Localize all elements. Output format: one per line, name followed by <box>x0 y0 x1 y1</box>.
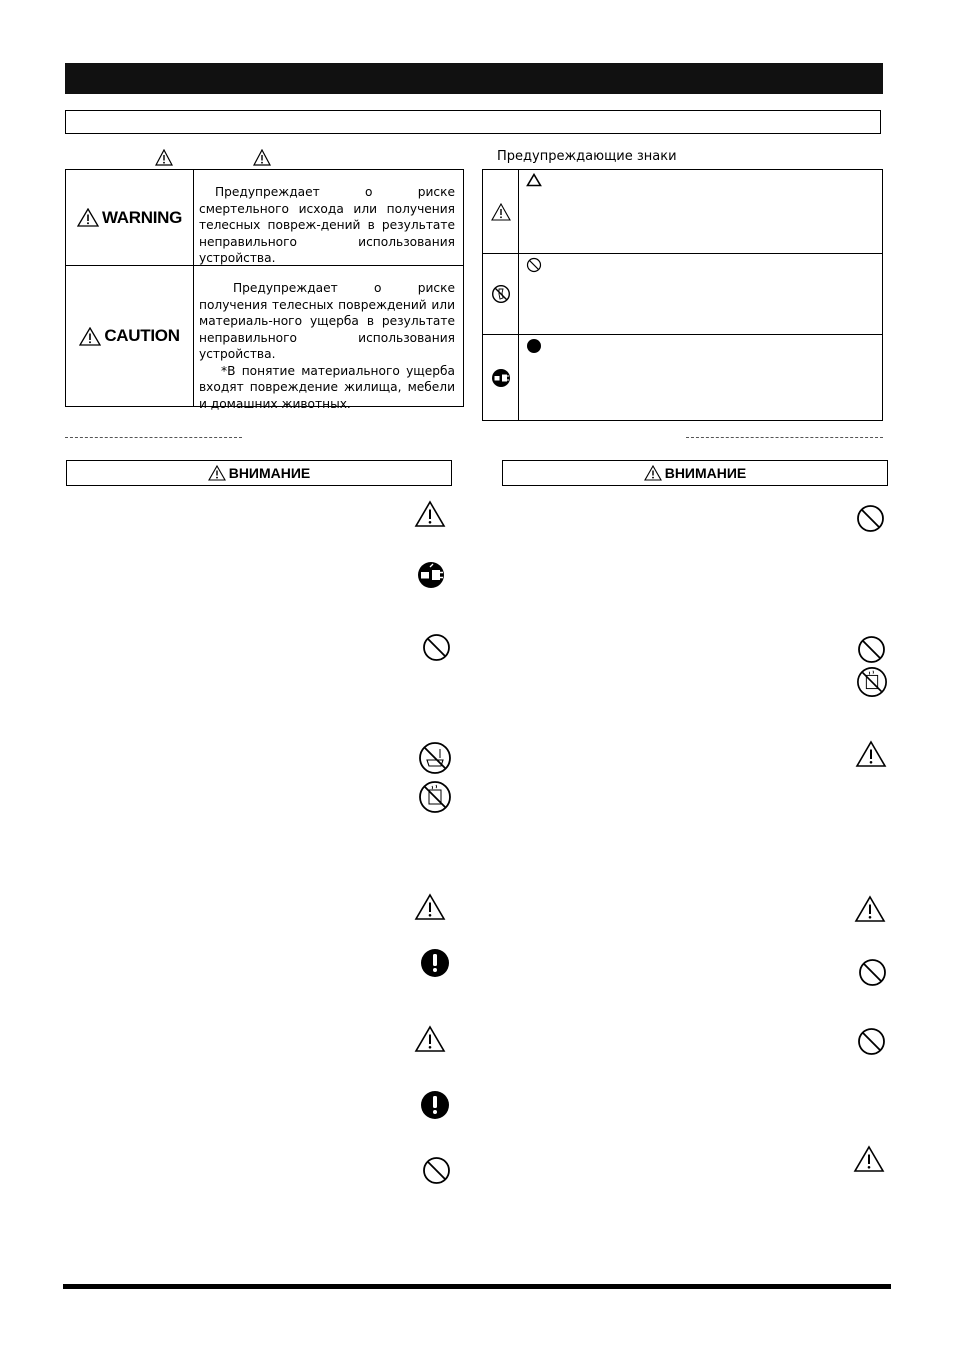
prohibited-icon <box>526 257 542 273</box>
warning-row <box>66 170 463 266</box>
warning-triangle-icon <box>155 149 173 166</box>
prohibited-icon <box>856 504 885 533</box>
prohibited-icon <box>857 1027 886 1056</box>
unplug-icon <box>417 561 445 589</box>
warning-triangle-icon <box>208 465 226 481</box>
warning-triangle-icon <box>253 149 271 166</box>
right-caution-header: ВНИМАНИЕ <box>502 460 888 486</box>
dashed-divider-right <box>686 437 883 438</box>
warning-triangle-icon <box>77 208 99 227</box>
mandatory-icon <box>420 1090 450 1120</box>
warning-triangle-icon <box>414 893 446 921</box>
subtitle-box <box>65 110 881 134</box>
warning-triangle-icon <box>414 1025 446 1053</box>
filled-circle-icon <box>526 338 542 354</box>
bottom-rule <box>63 1284 891 1289</box>
no-disassemble-icon <box>491 284 511 304</box>
warning-triangle-icon <box>414 500 446 528</box>
mandatory-icon <box>420 948 450 978</box>
warning-triangle-icon <box>853 1145 885 1173</box>
warning-triangle-icon <box>854 895 886 923</box>
dashed-divider-left <box>65 437 242 438</box>
warning-triangle-icon <box>79 327 101 346</box>
caution-row <box>66 266 463 411</box>
left-caution-header: ВНИМАНИЕ <box>66 460 452 486</box>
prohibited-icon <box>422 633 451 662</box>
prohibited-icon <box>857 635 886 664</box>
caution-description: Предупреждает о риске получения телесных повреждений или материаль-ного ущерба в результате неправильного использования устройства. *В понятие материального ущерба входят повреждение жилища, мебели и домашних животных. <box>199 281 455 411</box>
warning-caution-table <box>65 169 464 411</box>
warning-triangle-icon <box>855 740 887 768</box>
warning-triangle-icon <box>491 203 511 221</box>
no-bathroom-icon <box>418 741 452 775</box>
warning-label: WARNING <box>66 170 194 265</box>
unplug-icon <box>491 368 511 388</box>
prohibited-icon <box>422 1156 451 1185</box>
signs-title: Предупреждающие знаки <box>497 149 677 164</box>
caution-label: CAUTION <box>66 266 194 406</box>
signs-table <box>482 169 883 421</box>
sign-row-warning <box>483 170 882 254</box>
prohibited-icon <box>858 958 887 987</box>
no-water-icon <box>856 666 888 698</box>
warning-description: Предупреждает о риске смертельного исхода или получения телесных повреж-дений в результате неправильного использования устройства. <box>199 185 455 265</box>
sign-row-prohibited <box>483 254 882 335</box>
sign-row-mandatory <box>483 335 882 420</box>
title-bar <box>65 63 883 94</box>
no-water-icon <box>418 780 452 814</box>
warning-triangle-icon <box>644 465 662 481</box>
triangle-outline-icon <box>526 173 542 187</box>
